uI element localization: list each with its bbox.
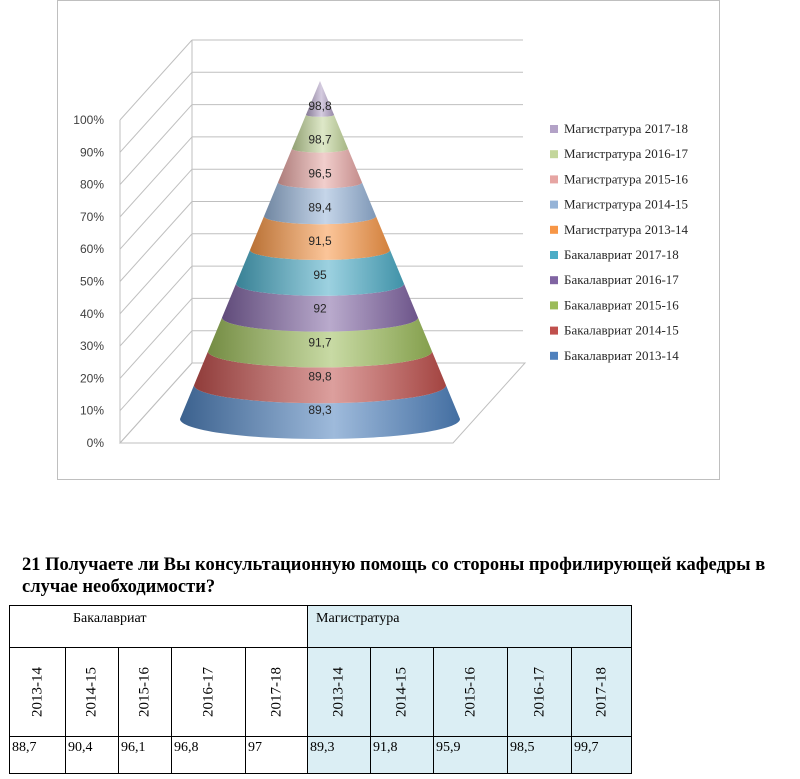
legend-swatch (550, 276, 558, 284)
year-header-cell: 2015-16 (434, 648, 508, 737)
data-label: 92 (313, 301, 327, 316)
legend-swatch (550, 352, 558, 360)
grid-diagonal (120, 137, 192, 217)
value-cell-master: 98,5 (508, 737, 572, 774)
data-label: 89,8 (308, 369, 332, 384)
value-cell-bachelor: 88,7 (10, 737, 66, 774)
value-cell-bachelor: 96,8 (172, 737, 246, 774)
year-header-cell: 2014-15 (371, 648, 434, 737)
legend-swatch (550, 327, 558, 335)
grid-diagonal (120, 234, 192, 314)
legend-swatch (550, 175, 558, 183)
value-cell-master: 91,8 (371, 737, 434, 774)
data-label: 98,8 (308, 98, 332, 113)
grid-diagonal (120, 202, 192, 282)
legend-entry: Бакалавриат 2017-18 (564, 247, 679, 262)
legend-entry: Магистратура 2013-14 (564, 221, 689, 237)
data-label: 91,5 (308, 234, 332, 249)
year-header-cell: 2016-17 (508, 648, 572, 737)
y-tick-label: 30% (79, 339, 104, 354)
grid-diagonal (120, 40, 192, 120)
legend-entry: Бакалавриат 2015-16 (564, 297, 679, 313)
grid-diagonal (120, 105, 192, 185)
grid-diagonal (120, 298, 192, 378)
value-cell-master: 99,7 (572, 737, 632, 774)
question-title: 21 Получаете ли Вы консультационную помощь со стороны профилирующей кафедры в случае необходимости? (22, 555, 766, 597)
value-cell-bachelor: 97 (246, 737, 308, 774)
y-tick-label: 60% (79, 242, 104, 257)
legend-entry: Магистратура 2014-15 (564, 196, 689, 212)
legend-swatch (550, 201, 558, 209)
data-label: 89,3 (308, 403, 332, 418)
grid-diagonal (120, 331, 192, 411)
value-cell-master: 95,9 (434, 737, 508, 774)
y-tick-label: 80% (79, 177, 104, 192)
group-header-bachelor: Бакалавриат (10, 606, 308, 648)
y-tick-label: 50% (79, 274, 104, 289)
data-label: 98,7 (308, 132, 332, 147)
year-header-cell: 2013-14 (308, 648, 371, 737)
results-table (9, 605, 632, 774)
data-label: 91,7 (308, 335, 332, 350)
legend-entry: Магистратура 2016-17 (564, 146, 689, 162)
legend-swatch (550, 125, 558, 133)
chart-svg (58, 1, 721, 481)
legend-entry: Бакалавриат 2014-15 (564, 322, 679, 338)
year-header-cell: 2017-18 (246, 648, 308, 737)
year-header-cell: 2015-16 (119, 648, 172, 737)
chart-frame (57, 0, 720, 480)
legend-entry: Магистратура 2017-18 (564, 121, 689, 136)
grid-diagonal (120, 72, 192, 152)
legend-entry: Бакалавриат 2013-14 (564, 347, 679, 363)
year-header-cell: 2013-14 (10, 648, 66, 737)
year-header-cell: 2014-15 (66, 648, 119, 737)
data-label: 89,4 (308, 200, 332, 215)
group-header-master: Магистратура (308, 606, 632, 648)
legend-entry: Магистратура 2015-16 (564, 171, 689, 187)
y-tick-label: 90% (79, 145, 104, 160)
legend-entry: Бакалавриат 2016-17 (564, 272, 679, 288)
year-header-cell: 2017-18 (572, 648, 632, 737)
y-tick-label: 100% (73, 113, 104, 127)
data-label: 96,5 (308, 166, 332, 181)
y-tick-label: 70% (79, 209, 104, 224)
y-tick-label: 0% (86, 436, 104, 450)
y-tick-label: 20% (79, 371, 104, 386)
grid-diagonal (120, 266, 192, 346)
value-cell-master: 89,3 (308, 737, 371, 774)
legend-swatch (550, 226, 558, 234)
y-tick-label: 40% (79, 306, 104, 321)
value-cell-bachelor: 96,1 (119, 737, 172, 774)
grid-diagonal (120, 169, 192, 249)
legend-swatch (550, 301, 558, 309)
legend-swatch (550, 251, 558, 259)
data-label: 95 (313, 267, 327, 282)
year-header-cell: 2016-17 (172, 648, 246, 737)
y-tick-label: 10% (79, 403, 104, 418)
value-cell-bachelor: 90,4 (66, 737, 119, 774)
legend-swatch (550, 150, 558, 158)
